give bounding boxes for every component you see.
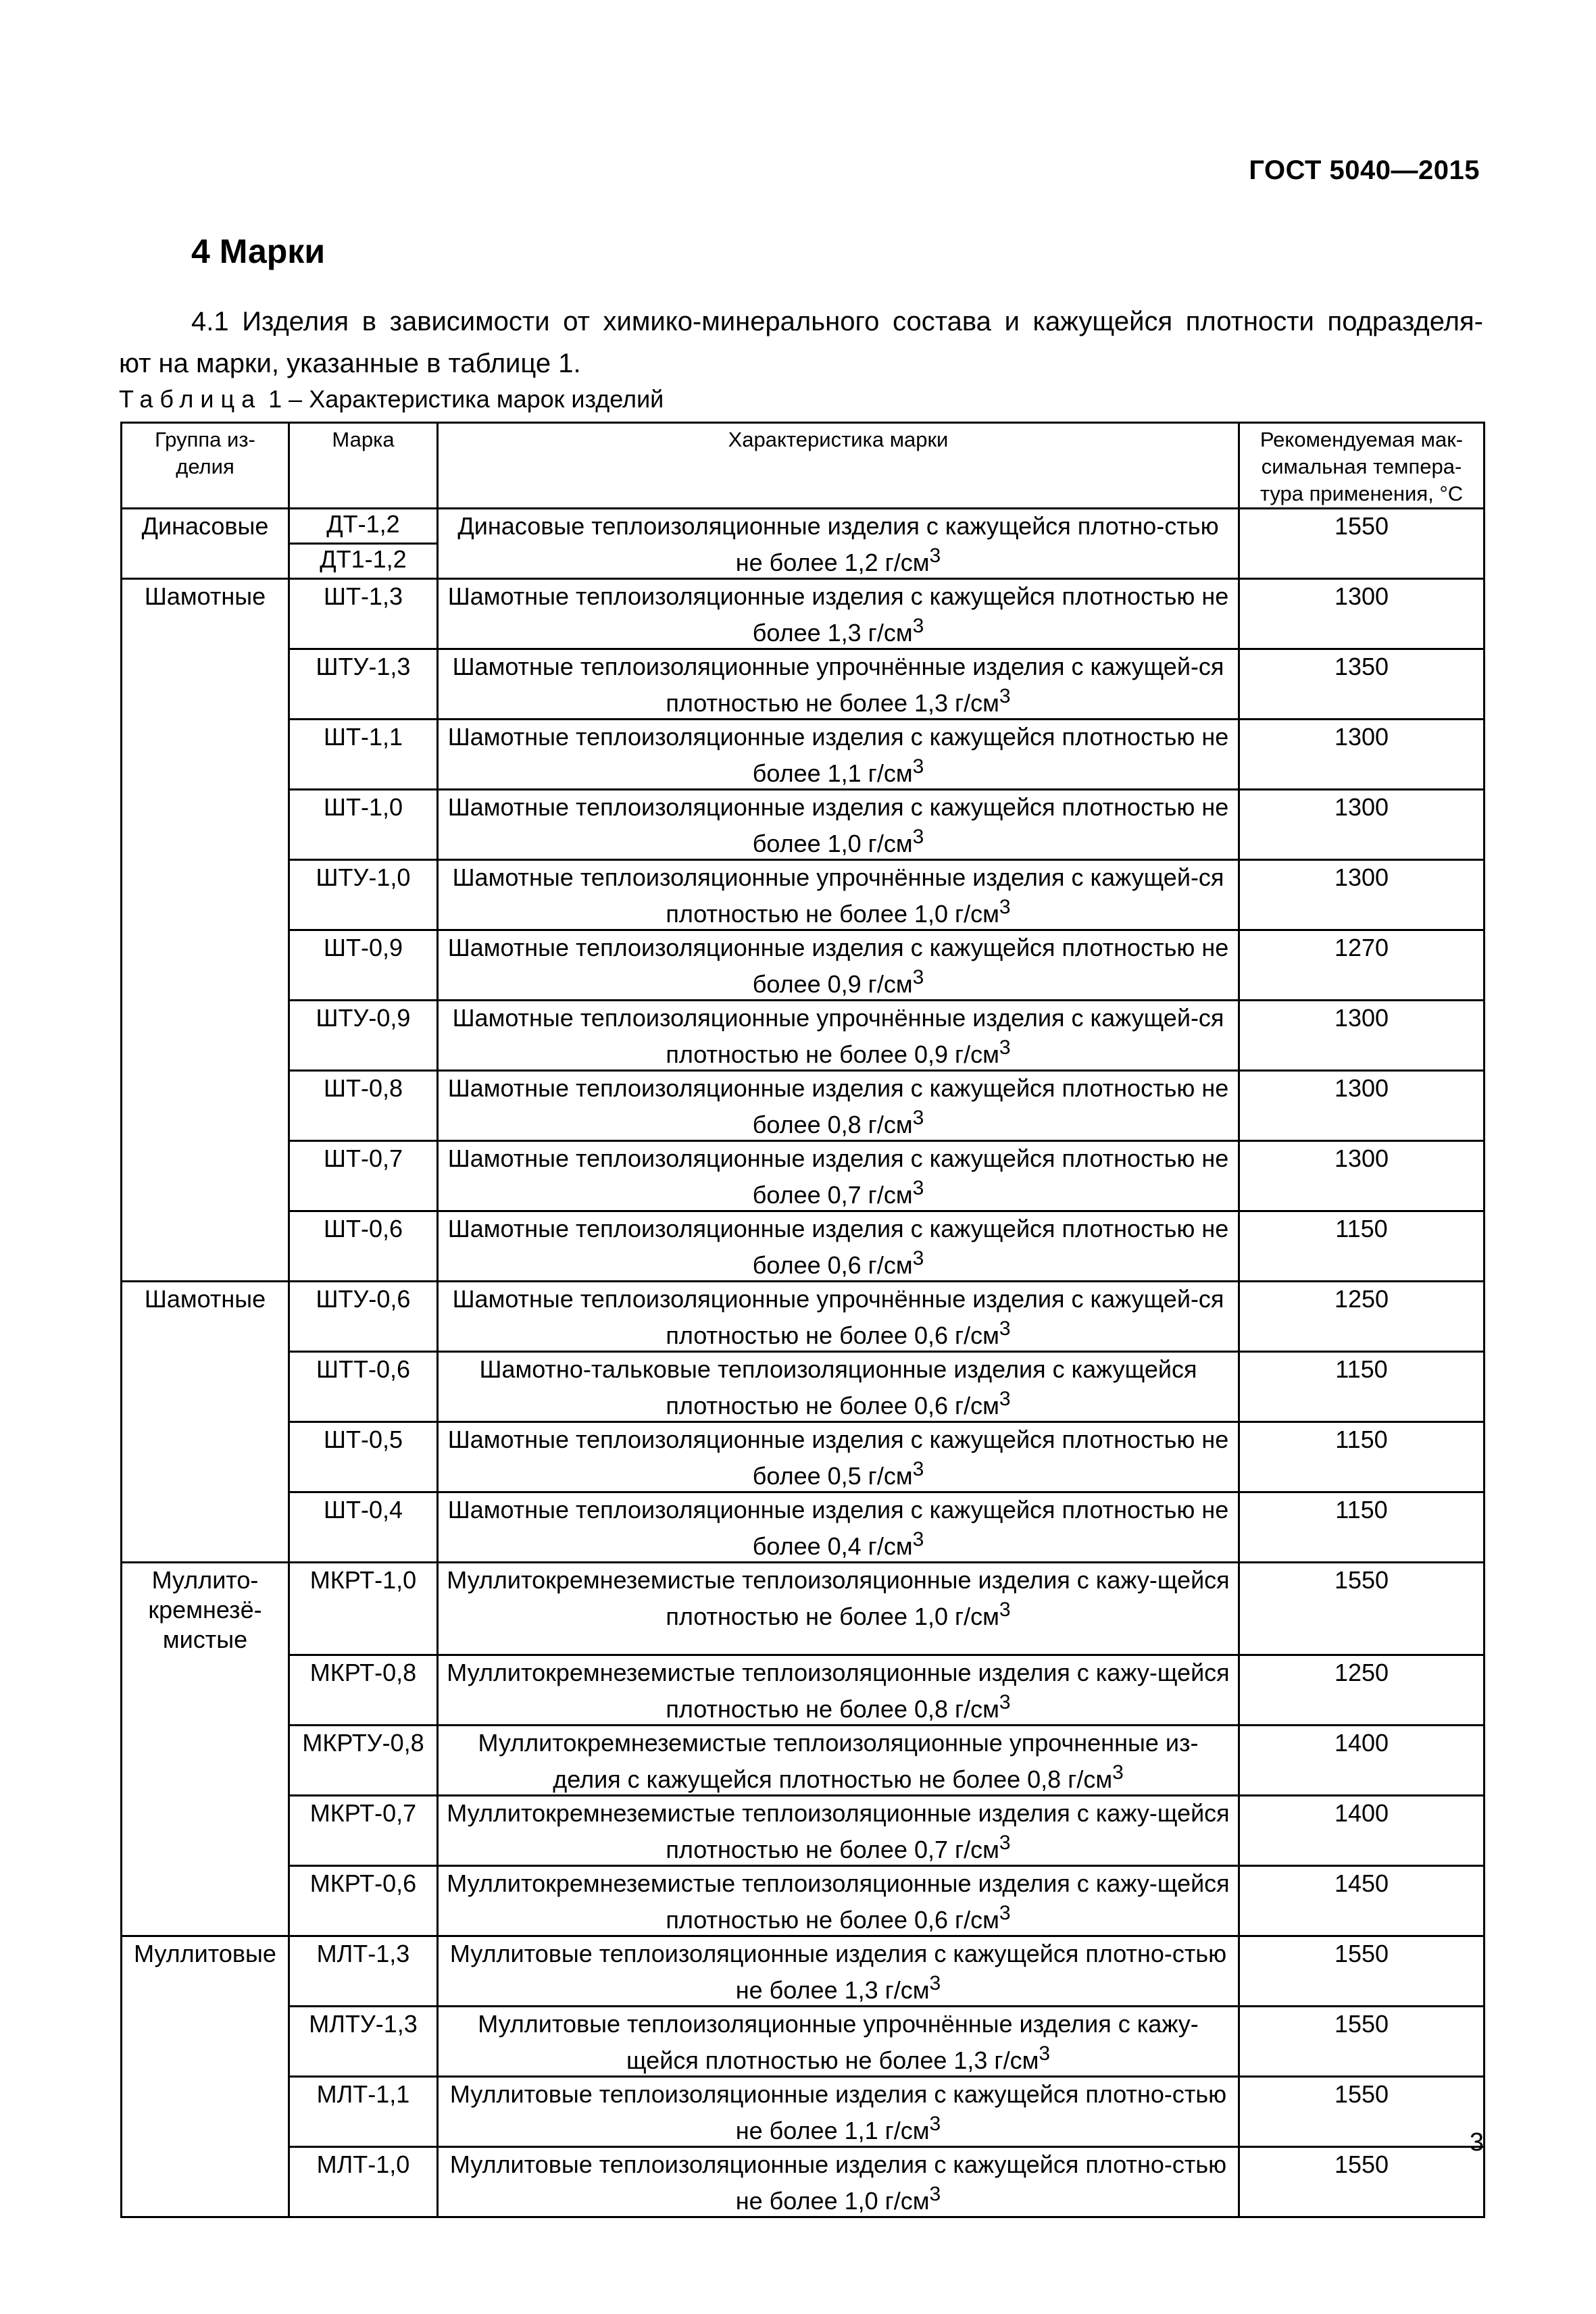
desc-text: Шамотные теплоизоляционные упрочнённые изделия с кажущей-ся плотностью не более 1,3 г/см [452,653,1224,717]
table-row [122,1865,1485,1936]
unit-superscript: 3 [912,826,924,848]
desc-text: Шамотные теплоизоляционные изделия с кажущейся плотностью не более 1,3 г/см [447,582,1229,647]
table-row [122,790,1485,860]
header-mark: Марка [289,423,438,509]
desc-text: Шамотные теплоизоляционные изделия с кажущейся плотностью не более 0,9 г/см [447,934,1229,998]
desc-cell [438,1865,1239,1936]
table-row [122,2076,1485,2146]
group-cell: Шамотные [122,579,289,649]
desc-cell [438,1795,1239,1865]
unit-superscript: 3 [999,1831,1011,1854]
mark-cell: ШТ-0,8 [289,1071,438,1141]
group-cell [122,2146,289,2217]
temp-cell: 1150 [1239,1352,1485,1422]
group-cell [122,860,289,930]
table-row [122,1655,1485,1725]
mark-cell: МЛТ-1,3 [289,1936,438,2006]
temp-cell: 1350 [1239,649,1485,720]
unit-superscript: 3 [929,2112,941,2135]
desc-text: Динасовые теплоизоляционные изделия с кажущейся плотно-стью не более 1,2 г/см [457,512,1219,576]
table-row [122,579,1485,649]
temp-cell: 1550 [1239,2006,1485,2076]
unit-superscript: 3 [912,615,924,637]
table-row [122,1211,1485,1282]
temp-cell: 1300 [1239,1141,1485,1211]
desc-text: Шамотные теплоизоляционные изделия с кажущейся плотностью не более 0,8 г/см [447,1074,1229,1138]
table-row [122,720,1485,790]
group-cell [122,1865,289,1936]
paragraph-4-1 [119,301,1483,384]
group-cell [122,790,289,860]
group-cell [122,1422,289,1492]
desc-cell [438,860,1239,930]
page-number: 3 [1469,2128,1484,2157]
group-cell [122,2076,289,2146]
temp-cell: 1300 [1239,1071,1485,1141]
desc-cell [438,1422,1239,1492]
mark-cell: ШТТ-0,6 [289,1352,438,1422]
table-row [122,1936,1485,2006]
mark-cell: ШТ-0,9 [289,930,438,1001]
mark-cell: ШТ-0,6 [289,1211,438,1282]
table-row [122,649,1485,720]
temp-cell: 1550 [1239,1936,1485,2006]
desc-text: Шамотно-тальковые теплоизоляционные изделия с кажущейся плотностью не более 0,6 г/см [479,1355,1197,1419]
document-standard-number: ГОСТ 5040—2015 [1249,155,1480,185]
desc-cell [438,720,1239,790]
mark-cell: МКРТУ-0,8 [289,1725,438,1795]
unit-superscript: 3 [999,1599,1011,1621]
desc-cell [438,579,1239,649]
unit-superscript: 3 [912,966,924,988]
desc-text: Муллитовые теплоизоляционные изделия с кажущейся плотно-стью не более 1,3 г/см [449,1939,1227,2004]
mark-cell: МКРТ-1,0 [289,1563,438,1655]
temp-cell: 1300 [1239,720,1485,790]
group-cell-dinas: Динасовые [122,509,289,579]
group-cell [122,1141,289,1211]
desc-text: Муллитокремнеземистые теплоизоляционные упрочненные из-делия с кажущейся плотностью не более 0,8 г/см [478,1728,1199,1793]
mark-cell-dt1-1-2: ДТ1-1,2 [289,544,438,579]
group-cell [122,1001,289,1071]
table-row [122,1001,1485,1071]
unit-superscript: 3 [999,1388,1011,1410]
temp-cell: 1300 [1239,860,1485,930]
group-cell [122,1071,289,1141]
desc-text: Шамотные теплоизоляционные изделия с кажущейся плотностью не более 1,1 г/см [447,723,1229,787]
desc-text: Шамотные теплоизоляционные упрочнённые изделия с кажущей-ся плотностью не более 0,9 г/см [452,1004,1224,1068]
table-row-dinas [122,509,1485,544]
desc-text: Шамотные теплоизоляционные упрочнённые изделия с кажущей-ся плотностью не более 1,0 г/см [452,863,1224,928]
desc-cell [438,2146,1239,2217]
table-caption-label: Таблица [119,385,262,413]
desc-cell [438,2006,1239,2076]
desc-text: Шамотные теплоизоляционные упрочнённые изделия с кажущей-ся плотностью не более 0,6 г/см [452,1285,1224,1349]
header-temperature: Рекомендуемая мак-симальная темпера-тура применения, °C [1239,423,1485,509]
desc-cell [438,1563,1239,1655]
desc-text: Шамотные теплоизоляционные изделия с кажущейся плотностью не более 0,6 г/см [447,1215,1229,1279]
group-cell [122,1492,289,1563]
desc-text: Муллитовые теплоизоляционные изделия с кажущейся плотно-стью не более 1,1 г/см [449,2080,1227,2144]
unit-superscript: 3 [999,1036,1011,1059]
mark-cell: ШТ-0,7 [289,1141,438,1211]
desc-cell [438,1352,1239,1422]
temp-cell: 1550 [1239,2146,1485,2217]
header-group: Группа из-делия [122,423,289,509]
unit-superscript: 3 [912,1247,924,1269]
table-row [122,1352,1485,1422]
desc-cell [438,1655,1239,1725]
temp-cell: 1250 [1239,1655,1485,1725]
mark-cell: МКРТ-0,7 [289,1795,438,1865]
desc-cell [438,1071,1239,1141]
unit-superscript: 3 [912,1177,924,1199]
table-row [122,1282,1485,1352]
table-caption-text: 1 – Характеристика марок изделий [261,385,664,413]
unit-superscript: 3 [929,2182,941,2205]
unit-superscript: 3 [912,1528,924,1551]
mark-cell: ШТУ-1,0 [289,860,438,930]
unit-superscript: 3 [912,755,924,778]
mark-cell: ШТ-1,1 [289,720,438,790]
desc-cell [438,1936,1239,2006]
mark-cell: МКРТ-0,8 [289,1655,438,1725]
temp-cell: 1150 [1239,1211,1485,1282]
group-cell [122,720,289,790]
desc-text: Шамотные теплоизоляционные изделия с кажущейся плотностью не более 0,5 г/см [447,1426,1229,1490]
temp-cell: 1300 [1239,790,1485,860]
section-title: 4 Марки [191,232,326,270]
marks-table [120,422,1485,2218]
desc-cell [438,790,1239,860]
group-cell [122,1655,289,1725]
mark-cell-dt-1-2: ДТ-1,2 [289,509,438,544]
desc-text: Муллитокремнеземистые теплоизоляционные изделия с кажу-щейся плотностью не более 0,8 г/см [447,1658,1230,1723]
unit-superscript: 3 [912,1458,924,1480]
desc-text: Муллитокремнеземистые теплоизоляционные изделия с кажу-щейся плотностью не более 1,0 г/см [447,1566,1230,1630]
temp-cell: 1150 [1239,1422,1485,1492]
temp-cell: 1550 [1239,1563,1485,1655]
mark-cell: ШТ-0,5 [289,1422,438,1492]
unit-superscript: 3 [1039,2042,1051,2065]
mark-cell: ШТУ-0,6 [289,1282,438,1352]
table-row [122,1492,1485,1563]
table-row [122,1071,1485,1141]
temp-cell: 1400 [1239,1725,1485,1795]
mark-cell: ШТ-1,3 [289,579,438,649]
table-row [122,1563,1485,1655]
group-cell [122,930,289,1001]
desc-text: Шамотные теплоизоляционные изделия с кажущейся плотностью не более 0,7 г/см [447,1145,1229,1209]
desc-text: Шамотные теплоизоляционные изделия с кажущейся плотностью не более 1,0 г/см [447,793,1229,857]
group-cell [122,649,289,720]
unit-superscript: 3 [929,1971,941,1994]
table-row [122,860,1485,930]
table-header-row [122,423,1485,509]
table-row [122,930,1485,1001]
temp-cell: 1550 [1239,2076,1485,2146]
desc-text: Муллитовые теплоизоляционные упрочнённые изделия с кажу-щейся плотностью не более 1,3 г/см [478,2009,1199,2074]
table-row [122,2146,1485,2217]
desc-text: Муллитокремнеземистые теплоизоляционные изделия с кажу-щейся плотностью не более 0,6 г/см [447,1869,1230,1934]
desc-cell [438,1282,1239,1352]
mark-cell: ШТ-0,4 [289,1492,438,1563]
header-characteristic: Характеристика марки [438,423,1239,509]
temp-cell: 1150 [1239,1492,1485,1563]
unit-superscript: 3 [1112,1761,1124,1784]
mark-cell: МКРТ-0,6 [289,1865,438,1936]
table-row [122,1725,1485,1795]
temp-cell: 1450 [1239,1865,1485,1936]
temp-cell: 1250 [1239,1282,1485,1352]
paragraph-line-1: 4.1 Изделия в зависимости от химико-минерального состава и кажущейся плотности подразделя- [191,307,1483,336]
desc-cell [438,2076,1239,2146]
mark-cell: ШТ-1,0 [289,790,438,860]
table-caption [119,385,664,413]
temp-cell: 1300 [1239,579,1485,649]
mark-cell: ШТУ-1,3 [289,649,438,720]
group-cell [122,1795,289,1865]
unit-superscript: 3 [999,1317,1011,1340]
desc-cell [438,930,1239,1001]
group-cell: Муллитовые [122,1936,289,2006]
table-row [122,1795,1485,1865]
temp-cell-dinas: 1550 [1239,509,1485,579]
group-cell [122,2006,289,2076]
unit-superscript: 3 [929,545,941,567]
desc-text: Шамотные теплоизоляционные изделия с кажущейся плотностью не более 0,4 г/см [447,1496,1229,1560]
unit-superscript: 3 [999,1901,1011,1924]
table-row [122,2006,1485,2076]
mark-cell: МЛТ-1,1 [289,2076,438,2146]
table-row [122,1422,1485,1492]
desc-cell [438,1492,1239,1563]
desc-cell [438,649,1239,720]
group-cell [122,1211,289,1282]
mark-cell: МЛТУ-1,3 [289,2006,438,2076]
desc-cell [438,1725,1239,1795]
desc-text: Муллитовые теплоизоляционные изделия с кажущейся плотно-стью не более 1,0 г/см [449,2150,1227,2215]
desc-text: Муллитокремнеземистые теплоизоляционные изделия с кажу-щейся плотностью не более 0,7 г/см [447,1799,1230,1863]
group-cell: Шамотные [122,1282,289,1352]
unit-superscript: 3 [999,1690,1011,1713]
mark-cell: МЛТ-1,0 [289,2146,438,2217]
desc-cell [438,1141,1239,1211]
group-cell: Муллито-кремнезё-мистые [122,1563,289,1655]
group-cell [122,1352,289,1422]
temp-cell: 1400 [1239,1795,1485,1865]
table-body [122,509,1485,2217]
desc-cell [438,1001,1239,1071]
unit-superscript: 3 [999,896,1011,918]
unit-superscript: 3 [912,1107,924,1129]
group-cell [122,1725,289,1795]
desc-cell-dinas [438,509,1239,579]
desc-cell [438,1211,1239,1282]
paragraph-line-2: ют на марки, указанные в таблице 1. [119,349,581,378]
temp-cell: 1270 [1239,930,1485,1001]
mark-cell: ШТУ-0,9 [289,1001,438,1071]
temp-cell: 1300 [1239,1001,1485,1071]
unit-superscript: 3 [999,685,1011,707]
table-row [122,1141,1485,1211]
